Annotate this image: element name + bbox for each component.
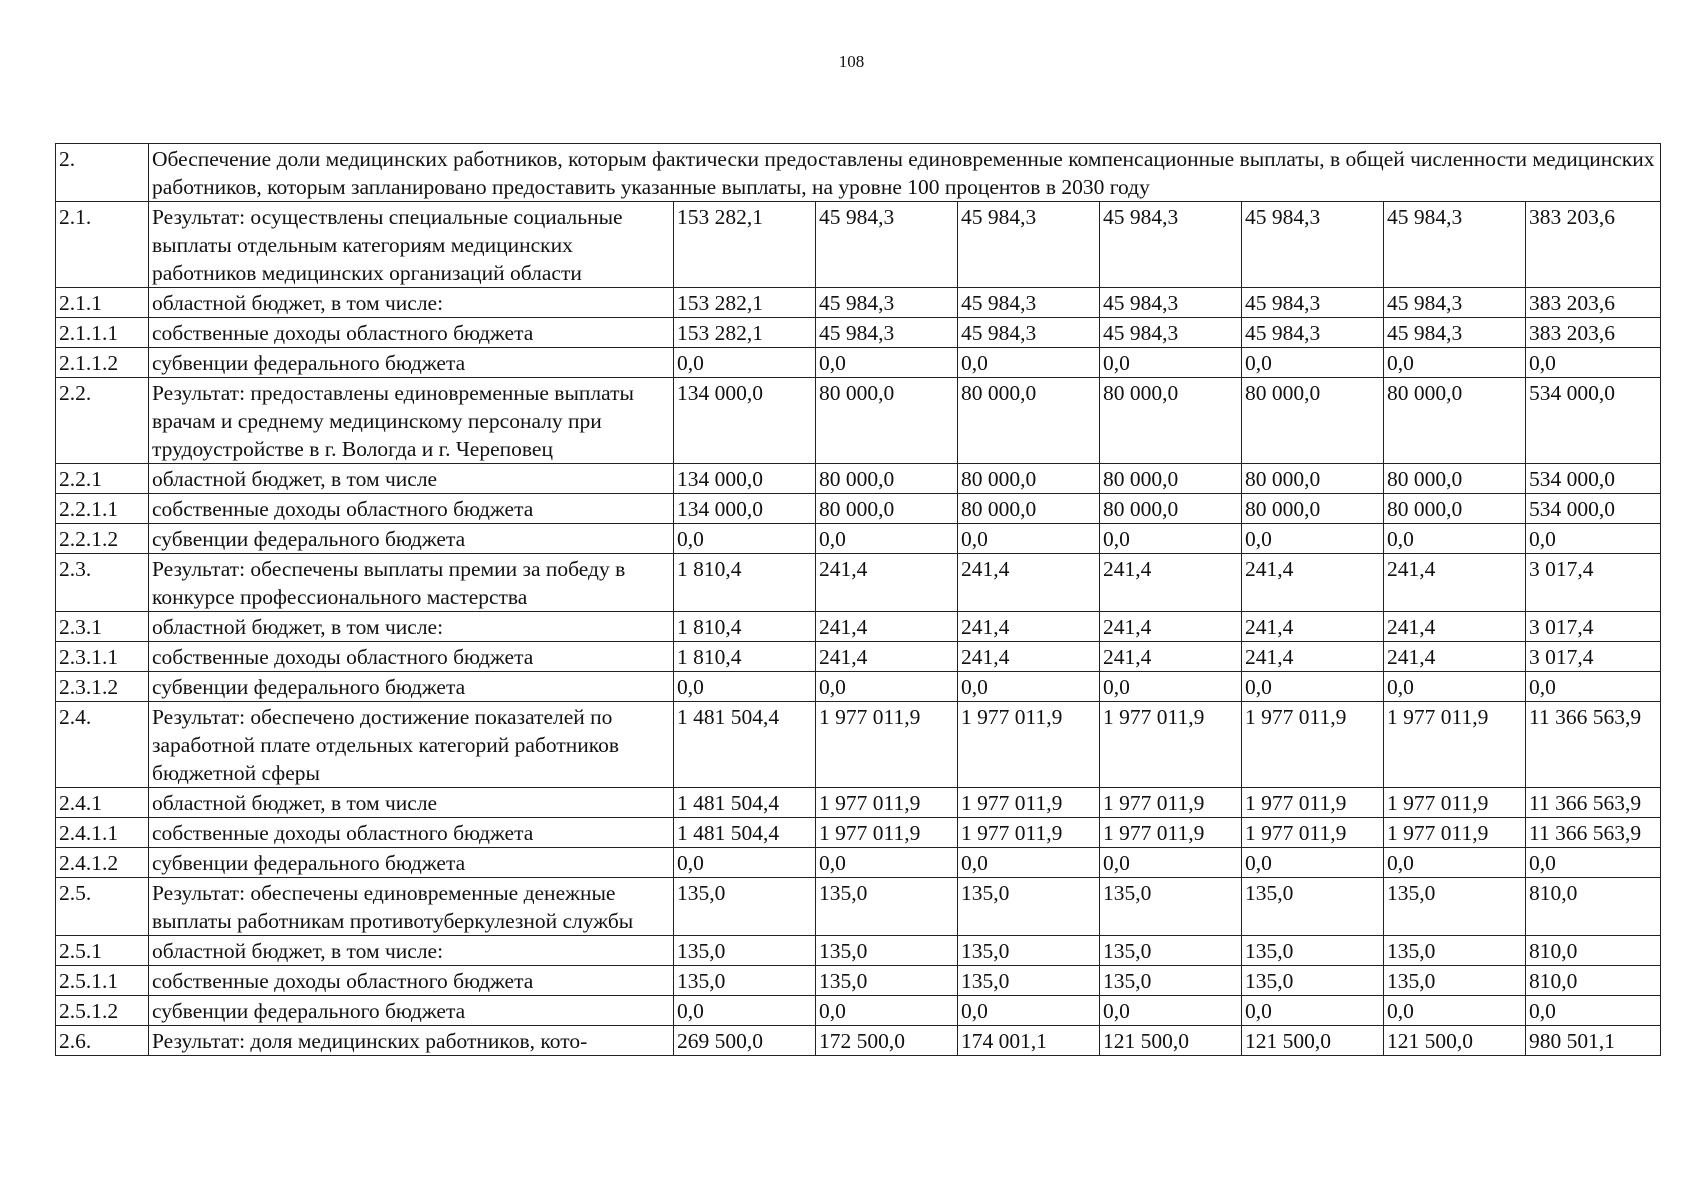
value-cell: 135,0 xyxy=(1242,966,1384,996)
value-cell: 1 481 504,4 xyxy=(674,818,816,848)
value-cell: 45 984,3 xyxy=(816,318,958,348)
value-cell: 0,0 xyxy=(674,996,816,1026)
table-row xyxy=(56,966,1661,996)
value-cell: 1 977 011,9 xyxy=(1100,788,1242,818)
value-cell: 0,0 xyxy=(1526,672,1661,702)
value-cell: 135,0 xyxy=(816,936,958,966)
row-code: 2.2. xyxy=(56,378,149,464)
value-cell: 1 977 011,9 xyxy=(1384,788,1526,818)
row-label: собственные доходы областного бюджета xyxy=(149,818,674,848)
value-cell: 45 984,3 xyxy=(1100,202,1242,288)
row-label: собственные доходы областного бюджета xyxy=(149,966,674,996)
table-row xyxy=(56,848,1661,878)
value-cell: 1 977 011,9 xyxy=(1242,818,1384,848)
value-cell: 241,4 xyxy=(1100,554,1242,612)
value-cell: 153 282,1 xyxy=(674,288,816,318)
value-cell: 153 282,1 xyxy=(674,318,816,348)
value-cell: 11 366 563,9 xyxy=(1526,818,1661,848)
value-cell: 45 984,3 xyxy=(1242,288,1384,318)
value-cell: 534 000,0 xyxy=(1526,464,1661,494)
value-cell: 0,0 xyxy=(816,524,958,554)
value-cell: 241,4 xyxy=(816,554,958,612)
value-cell: 80 000,0 xyxy=(1100,494,1242,524)
value-cell: 269 500,0 xyxy=(674,1026,816,1056)
value-cell: 241,4 xyxy=(1384,642,1526,672)
value-cell: 0,0 xyxy=(1100,996,1242,1026)
value-cell: 1 810,4 xyxy=(674,642,816,672)
table-row xyxy=(56,996,1661,1026)
value-cell: 241,4 xyxy=(958,612,1100,642)
value-cell: 0,0 xyxy=(1242,672,1384,702)
table-row xyxy=(56,642,1661,672)
value-cell: 0,0 xyxy=(958,672,1100,702)
value-cell: 0,0 xyxy=(674,348,816,378)
value-cell: 0,0 xyxy=(816,672,958,702)
row-code: 2.5.1.2 xyxy=(56,996,149,1026)
value-cell: 0,0 xyxy=(1526,848,1661,878)
value-cell: 534 000,0 xyxy=(1526,378,1661,464)
table-row xyxy=(56,788,1661,818)
row-code: 2.3. xyxy=(56,554,149,612)
value-cell: 241,4 xyxy=(816,642,958,672)
page-number: 108 xyxy=(838,52,865,71)
value-cell: 80 000,0 xyxy=(1242,378,1384,464)
row-code: 2.4.1.2 xyxy=(56,848,149,878)
budget-table xyxy=(55,143,1661,1056)
row-label: областной бюджет, в том числе xyxy=(149,788,674,818)
value-cell: 241,4 xyxy=(1242,554,1384,612)
row-label: областной бюджет, в том числе: xyxy=(149,612,674,642)
value-cell: 0,0 xyxy=(1100,348,1242,378)
row-label: Результат: обеспечены единовременные денежные выплаты работникам противотуберкулезной службы xyxy=(149,878,674,936)
value-cell: 0,0 xyxy=(1526,524,1661,554)
value-cell: 80 000,0 xyxy=(816,494,958,524)
table-row xyxy=(56,1026,1661,1056)
value-cell: 121 500,0 xyxy=(1242,1026,1384,1056)
row-code: 2.4.1.1 xyxy=(56,818,149,848)
row-code: 2.5. xyxy=(56,878,149,936)
value-cell: 45 984,3 xyxy=(1242,202,1384,288)
table-row xyxy=(56,524,1661,554)
value-cell: 1 977 011,9 xyxy=(1384,818,1526,848)
value-cell: 135,0 xyxy=(816,878,958,936)
value-cell: 0,0 xyxy=(1100,848,1242,878)
value-cell: 3 017,4 xyxy=(1526,554,1661,612)
value-cell: 0,0 xyxy=(1384,524,1526,554)
value-cell: 45 984,3 xyxy=(1100,318,1242,348)
value-cell: 0,0 xyxy=(1100,672,1242,702)
table-row xyxy=(56,702,1661,788)
value-cell: 383 203,6 xyxy=(1526,202,1661,288)
table-row xyxy=(56,202,1661,288)
table-row xyxy=(56,612,1661,642)
row-code: 2.4.1 xyxy=(56,788,149,818)
row-code: 2.5.1.1 xyxy=(56,966,149,996)
value-cell: 0,0 xyxy=(1242,348,1384,378)
section-title: Обеспечение доли медицинских работников, которым фактически предоставлены единовременные компенсационные выплаты, в общей численности медицинских работников, которым запланировано предоставить указанные выплаты, на уровне 100 процентов в 2030 году xyxy=(149,144,1661,202)
value-cell: 135,0 xyxy=(958,966,1100,996)
value-cell: 0,0 xyxy=(1242,848,1384,878)
row-label: субвенции федерального бюджета xyxy=(149,848,674,878)
value-cell: 241,4 xyxy=(1242,612,1384,642)
row-label: областной бюджет, в том числе xyxy=(149,464,674,494)
value-cell: 45 984,3 xyxy=(1384,288,1526,318)
value-cell: 0,0 xyxy=(958,524,1100,554)
row-label: собственные доходы областного бюджета xyxy=(149,642,674,672)
value-cell: 45 984,3 xyxy=(958,288,1100,318)
value-cell: 80 000,0 xyxy=(958,494,1100,524)
value-cell: 45 984,3 xyxy=(816,288,958,318)
value-cell: 134 000,0 xyxy=(674,464,816,494)
value-cell: 45 984,3 xyxy=(816,202,958,288)
value-cell: 0,0 xyxy=(816,996,958,1026)
value-cell: 241,4 xyxy=(816,612,958,642)
value-cell: 135,0 xyxy=(1384,878,1526,936)
value-cell: 45 984,3 xyxy=(958,318,1100,348)
value-cell: 0,0 xyxy=(674,848,816,878)
row-code: 2.3.1 xyxy=(56,612,149,642)
row-label: собственные доходы областного бюджета xyxy=(149,318,674,348)
value-cell: 0,0 xyxy=(816,348,958,378)
value-cell: 121 500,0 xyxy=(1100,1026,1242,1056)
value-cell: 135,0 xyxy=(674,936,816,966)
value-cell: 1 977 011,9 xyxy=(958,702,1100,788)
value-cell: 121 500,0 xyxy=(1384,1026,1526,1056)
value-cell: 135,0 xyxy=(1100,936,1242,966)
value-cell: 3 017,4 xyxy=(1526,642,1661,672)
value-cell: 135,0 xyxy=(1384,966,1526,996)
value-cell: 135,0 xyxy=(958,936,1100,966)
value-cell: 135,0 xyxy=(1242,878,1384,936)
value-cell: 3 017,4 xyxy=(1526,612,1661,642)
table-row xyxy=(56,878,1661,936)
table-row xyxy=(56,464,1661,494)
value-cell: 0,0 xyxy=(674,524,816,554)
value-cell: 0,0 xyxy=(958,348,1100,378)
value-cell: 45 984,3 xyxy=(1100,288,1242,318)
value-cell: 11 366 563,9 xyxy=(1526,702,1661,788)
value-cell: 0,0 xyxy=(816,848,958,878)
row-label: Результат: обеспечены выплаты премии за победу в конкурсе профессионального мастерства xyxy=(149,554,674,612)
value-cell: 45 984,3 xyxy=(1384,318,1526,348)
row-code: 2.2.1.2 xyxy=(56,524,149,554)
value-cell: 534 000,0 xyxy=(1526,494,1661,524)
value-cell: 80 000,0 xyxy=(1384,464,1526,494)
value-cell: 1 977 011,9 xyxy=(816,788,958,818)
row-label: Результат: обеспечено достижение показателей по заработной плате отдельных категорий работников бюджетной сферы xyxy=(149,702,674,788)
value-cell: 172 500,0 xyxy=(816,1026,958,1056)
value-cell: 135,0 xyxy=(958,878,1100,936)
value-cell: 1 977 011,9 xyxy=(1384,702,1526,788)
value-cell: 1 481 504,4 xyxy=(674,702,816,788)
row-code: 2.5.1 xyxy=(56,936,149,966)
table-row xyxy=(56,494,1661,524)
row-label: субвенции федерального бюджета xyxy=(149,672,674,702)
value-cell: 80 000,0 xyxy=(1384,494,1526,524)
value-cell: 0,0 xyxy=(1384,348,1526,378)
value-cell: 0,0 xyxy=(1100,524,1242,554)
value-cell: 241,4 xyxy=(1384,612,1526,642)
row-code: 2.6. xyxy=(56,1026,149,1056)
value-cell: 80 000,0 xyxy=(816,464,958,494)
value-cell: 0,0 xyxy=(1242,996,1384,1026)
table-row xyxy=(56,348,1661,378)
row-label: собственные доходы областного бюджета xyxy=(149,494,674,524)
value-cell: 0,0 xyxy=(1242,524,1384,554)
value-cell: 1 977 011,9 xyxy=(1100,818,1242,848)
table-row xyxy=(56,818,1661,848)
value-cell: 241,4 xyxy=(958,554,1100,612)
value-cell: 80 000,0 xyxy=(958,378,1100,464)
value-cell: 0,0 xyxy=(674,672,816,702)
row-code: 2.4. xyxy=(56,702,149,788)
value-cell: 1 977 011,9 xyxy=(1242,788,1384,818)
row-code: 2.2.1.1 xyxy=(56,494,149,524)
value-cell: 241,4 xyxy=(958,642,1100,672)
row-code: 2.1. xyxy=(56,202,149,288)
value-cell: 80 000,0 xyxy=(1242,464,1384,494)
row-label: субвенции федерального бюджета xyxy=(149,348,674,378)
value-cell: 1 977 011,9 xyxy=(1242,702,1384,788)
value-cell: 134 000,0 xyxy=(674,378,816,464)
row-label: областной бюджет, в том числе: xyxy=(149,936,674,966)
section-row xyxy=(56,144,1661,202)
value-cell: 135,0 xyxy=(1100,878,1242,936)
value-cell: 80 000,0 xyxy=(1100,464,1242,494)
value-cell: 80 000,0 xyxy=(1100,378,1242,464)
table-row xyxy=(56,288,1661,318)
value-cell: 0,0 xyxy=(958,996,1100,1026)
value-cell: 1 810,4 xyxy=(674,612,816,642)
row-code: 2.3.1.2 xyxy=(56,672,149,702)
row-label: субвенции федерального бюджета xyxy=(149,996,674,1026)
value-cell: 80 000,0 xyxy=(958,464,1100,494)
value-cell: 135,0 xyxy=(674,966,816,996)
row-label: Результат: предоставлены единовременные выплаты врачам и среднему медицинскому персоналу при трудоустройстве в г. Вологда и г. Череповец xyxy=(149,378,674,464)
row-code: 2.1.1.2 xyxy=(56,348,149,378)
value-cell: 80 000,0 xyxy=(1242,494,1384,524)
value-cell: 241,4 xyxy=(1100,642,1242,672)
value-cell: 135,0 xyxy=(674,878,816,936)
row-code: 2.1.1 xyxy=(56,288,149,318)
value-cell: 1 977 011,9 xyxy=(816,702,958,788)
value-cell: 980 501,1 xyxy=(1526,1026,1661,1056)
table-row xyxy=(56,936,1661,966)
row-code: 2.3.1.1 xyxy=(56,642,149,672)
value-cell: 810,0 xyxy=(1526,936,1661,966)
value-cell: 153 282,1 xyxy=(674,202,816,288)
table-body xyxy=(56,144,1661,1056)
value-cell: 1 977 011,9 xyxy=(958,818,1100,848)
value-cell: 241,4 xyxy=(1100,612,1242,642)
value-cell: 135,0 xyxy=(1100,966,1242,996)
row-label: Результат: осуществлены специальные социальные выплаты отдельным категориям медицинских работников медицинских организаций области xyxy=(149,202,674,288)
table-row xyxy=(56,378,1661,464)
value-cell: 1 977 011,9 xyxy=(958,788,1100,818)
table-row xyxy=(56,672,1661,702)
value-cell: 45 984,3 xyxy=(1242,318,1384,348)
value-cell: 0,0 xyxy=(1384,848,1526,878)
value-cell: 241,4 xyxy=(1384,554,1526,612)
value-cell: 135,0 xyxy=(816,966,958,996)
value-cell: 1 481 504,4 xyxy=(674,788,816,818)
value-cell: 383 203,6 xyxy=(1526,318,1661,348)
value-cell: 134 000,0 xyxy=(674,494,816,524)
value-cell: 1 977 011,9 xyxy=(816,818,958,848)
value-cell: 0,0 xyxy=(958,848,1100,878)
table-row xyxy=(56,554,1661,612)
row-code: 2.2.1 xyxy=(56,464,149,494)
value-cell: 241,4 xyxy=(1242,642,1384,672)
value-cell: 80 000,0 xyxy=(1384,378,1526,464)
value-cell: 0,0 xyxy=(1526,348,1661,378)
value-cell: 1 810,4 xyxy=(674,554,816,612)
value-cell: 135,0 xyxy=(1384,936,1526,966)
value-cell: 0,0 xyxy=(1526,996,1661,1026)
value-cell: 45 984,3 xyxy=(1384,202,1526,288)
value-cell: 383 203,6 xyxy=(1526,288,1661,318)
value-cell: 135,0 xyxy=(1242,936,1384,966)
value-cell: 45 984,3 xyxy=(958,202,1100,288)
row-label: субвенции федерального бюджета xyxy=(149,524,674,554)
value-cell: 1 977 011,9 xyxy=(1100,702,1242,788)
value-cell: 810,0 xyxy=(1526,878,1661,936)
value-cell: 810,0 xyxy=(1526,966,1661,996)
value-cell: 174 001,1 xyxy=(958,1026,1100,1056)
value-cell: 0,0 xyxy=(1384,996,1526,1026)
value-cell: 80 000,0 xyxy=(816,378,958,464)
row-label: областной бюджет, в том числе: xyxy=(149,288,674,318)
row-code: 2.1.1.1 xyxy=(56,318,149,348)
row-label: Результат: доля медицинских работников, кото- xyxy=(149,1026,674,1056)
value-cell: 11 366 563,9 xyxy=(1526,788,1661,818)
table-row xyxy=(56,318,1661,348)
section-code: 2. xyxy=(56,144,149,202)
value-cell: 0,0 xyxy=(1384,672,1526,702)
